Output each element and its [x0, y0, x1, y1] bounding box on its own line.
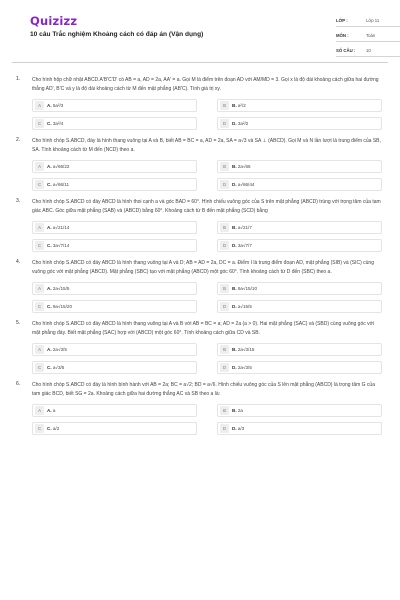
- option-text: [47, 304, 72, 309]
- answer-option-d[interactable]: [217, 300, 382, 313]
- option-text: [232, 408, 243, 413]
- option-text: [47, 347, 67, 352]
- option-value: a√66/11: [52, 182, 70, 187]
- option-label: C.: [47, 243, 52, 248]
- meta-value: 10: [366, 47, 371, 53]
- question-list: [0, 76, 400, 442]
- option-label: B.: [232, 225, 237, 230]
- option-text: [47, 182, 69, 187]
- option-label: D.: [232, 243, 237, 248]
- option-text: [47, 164, 69, 169]
- option-letter-badge: D: [220, 302, 229, 311]
- option-label: A.: [47, 225, 52, 230]
- option-letter-badge: A: [35, 162, 44, 171]
- meta-row-subject: [336, 29, 400, 42]
- question-number: 3.: [16, 198, 21, 204]
- question-text: Cho hình chóp S.ABCD có đáy ABCD là hình thoi cạnh a và góc BAD = 60°. Hình chiếu vuông góc của S trên mặt phẳng (ABCD) trùng với trọng tâm của tam giác ABC. Góc giữa mặt phẳng (SAB) và (ABCD) bằng 60°. Khoảng cách từ B đến mặt phẳng (SCD) bằng: [32, 199, 381, 214]
- option-value: a√21/7: [237, 225, 252, 230]
- option-value: a/2: [52, 426, 60, 431]
- option-letter-badge: B: [220, 406, 229, 415]
- option-value: 2a√15/5: [52, 286, 70, 291]
- meta-row-count: [336, 44, 400, 57]
- option-letter-badge: A: [35, 223, 44, 232]
- quizizz-logo: Quizizz: [30, 14, 78, 28]
- answer-option-a[interactable]: [32, 221, 197, 234]
- option-label: B.: [232, 164, 237, 169]
- worksheet-title: 10 câu Trắc nghiệm Khoảng cách có đáp án (Vận dụng): [30, 31, 204, 38]
- question-number: 4.: [16, 259, 21, 265]
- option-value: 3a²/4: [52, 121, 64, 126]
- option-label: D.: [232, 426, 237, 431]
- option-letter-badge: B: [220, 162, 229, 171]
- option-text: [47, 121, 63, 126]
- option-text: [232, 426, 244, 431]
- question-item: [0, 259, 400, 313]
- question-text: Cho hình chóp S.ABCD, đáy là hình thang vuông tại A và B, biết AB = BC = a, AD = 2a, SA = a√3 và SA ⊥ (ABCD). Gọi M và N lần lượt là trung điểm của SB, SA. Tính khoảng cách từ M đến (NCD) theo a.: [32, 138, 381, 153]
- option-value: 9a√15/20: [52, 304, 73, 309]
- meta-row-class: [336, 14, 400, 27]
- answer-option-a[interactable]: [32, 160, 197, 173]
- option-value: 3a²/2: [237, 121, 249, 126]
- option-letter-badge: D: [220, 424, 229, 433]
- option-label: C.: [47, 304, 52, 309]
- option-text: [232, 365, 252, 370]
- option-value: a√3/5: [52, 365, 65, 370]
- meta-label: MÔN :: [336, 32, 349, 38]
- answer-options: [32, 282, 382, 313]
- option-text: [47, 243, 69, 248]
- option-letter-badge: B: [220, 284, 229, 293]
- option-label: B.: [232, 408, 237, 413]
- answer-option-b[interactable]: [217, 221, 382, 234]
- question-item: [0, 137, 400, 191]
- question-text: Cho hình hộp chữ nhật ABCD.A'B'C'D' có AB = a, AD = 2a, AA' = a. Gọi M là điểm trên đoạn AD với AM/MD = 3. Gọi x là độ dài khoảng cách giữa hai đường thẳng AD', B'C và y là độ dài khoảng cách từ M đến mặt phẳng (AB'C). Tính giá trị xy.: [32, 77, 379, 92]
- answer-options: [32, 343, 382, 374]
- option-label: D.: [232, 182, 237, 187]
- meta-label: LỚP :: [336, 17, 348, 23]
- question-number: 1.: [16, 76, 21, 82]
- option-text: [232, 286, 257, 291]
- answer-option-a[interactable]: [32, 282, 197, 295]
- answer-option-b[interactable]: [217, 343, 382, 356]
- answer-option-d[interactable]: [217, 239, 382, 252]
- option-value: 2a√3/5: [237, 365, 252, 370]
- option-value: a²/2: [237, 103, 246, 108]
- option-letter-badge: B: [220, 223, 229, 232]
- option-text: [47, 365, 64, 370]
- option-text: [47, 286, 69, 291]
- option-letter-badge: A: [35, 284, 44, 293]
- option-value: 3a√7/14: [52, 243, 70, 248]
- answer-option-d[interactable]: [217, 178, 382, 191]
- option-label: A.: [47, 408, 52, 413]
- option-letter-badge: D: [220, 180, 229, 189]
- option-text: [232, 121, 248, 126]
- answer-option-c[interactable]: [32, 117, 197, 130]
- option-text: [232, 182, 254, 187]
- question-item: [0, 381, 400, 435]
- answer-option-c[interactable]: [32, 300, 197, 313]
- option-text: [232, 164, 251, 169]
- option-value: 3a√7/7: [237, 243, 252, 248]
- option-letter-badge: C: [35, 363, 44, 372]
- option-text: [47, 426, 59, 431]
- option-label: B.: [232, 286, 237, 291]
- option-label: C.: [47, 365, 52, 370]
- option-value: 2a√3/15: [237, 347, 255, 352]
- option-label: C.: [47, 121, 52, 126]
- option-label: B.: [232, 347, 237, 352]
- option-label: D.: [232, 121, 237, 126]
- option-label: D.: [232, 304, 237, 309]
- option-letter-badge: D: [220, 241, 229, 250]
- option-label: B.: [232, 103, 237, 108]
- answer-option-b[interactable]: [217, 99, 382, 112]
- option-label: A.: [47, 164, 52, 169]
- option-value: 2a: [237, 408, 243, 413]
- option-value: 9a√15/10: [237, 286, 258, 291]
- option-value: a√15/5: [237, 304, 252, 309]
- meta-value: Lớp 11: [366, 17, 380, 23]
- question-text: Cho hình chóp S.ABCD có đáy ABCD là hình thang vuông tại A và D; AB = AD = 2a, DC = a. Điểm I là trung điểm đoạn AD, mặt phẳng (SIB) và (SIC) cùng vuông góc với mặt phẳng (ABCD). Mặt phẳng (SBC) tạo với mặt phẳng (ABCD) một góc 60°. Tính khoảng cách từ D đến (SBC) theo a.: [32, 260, 374, 275]
- question-number: 2.: [16, 137, 21, 143]
- answer-options: [32, 99, 382, 130]
- option-value: a: [52, 408, 56, 413]
- answer-option-c[interactable]: [32, 422, 197, 435]
- option-letter-badge: B: [220, 101, 229, 110]
- option-value: 2a√3/5: [52, 347, 67, 352]
- answer-option-d[interactable]: [217, 361, 382, 374]
- option-letter-badge: A: [35, 345, 44, 354]
- meta-value: Toán: [366, 32, 376, 38]
- answer-option-a[interactable]: [32, 343, 197, 356]
- meta-label: SỐ CÂU :: [336, 47, 356, 53]
- option-text: [232, 304, 252, 309]
- option-value: a/3: [237, 426, 245, 431]
- answer-options: [32, 160, 382, 191]
- answer-option-b[interactable]: [217, 282, 382, 295]
- option-label: C.: [47, 426, 52, 431]
- answer-option-d[interactable]: [217, 422, 382, 435]
- option-label: A.: [47, 103, 52, 108]
- option-text: [47, 103, 63, 108]
- option-label: D.: [232, 365, 237, 370]
- question-item: [0, 76, 400, 130]
- option-label: A.: [47, 347, 52, 352]
- header: [14, 0, 386, 52]
- answer-option-d[interactable]: [217, 117, 382, 130]
- option-letter-badge: B: [220, 345, 229, 354]
- option-value: 5a²/3: [52, 103, 64, 108]
- option-letter-badge: C: [35, 119, 44, 128]
- option-letter-badge: D: [220, 119, 229, 128]
- option-text: [47, 225, 69, 230]
- option-text: [232, 347, 254, 352]
- question-number: 6.: [16, 381, 21, 387]
- option-letter-badge: C: [35, 302, 44, 311]
- question-number: 5.: [16, 320, 21, 326]
- option-text: [232, 225, 252, 230]
- option-letter-badge: A: [35, 101, 44, 110]
- question-text: Cho hình chóp S.ABCD có đáy ABCD là hình thang vuông tại A và B với AB = BC = a; AD = 2a (a > 0). Hai mặt phẳng (SAC) và (SBD) cùng vuông góc với mặt phẳng đáy. Biết mặt phẳng (SAC) hợp với (ABCD) một góc 60°. Tính khoảng cách giữa CD và SB.: [32, 321, 375, 336]
- option-value: a√66/44: [237, 182, 255, 187]
- option-value: a√21/14: [52, 225, 70, 230]
- option-letter-badge: C: [35, 180, 44, 189]
- answer-option-c[interactable]: [32, 239, 197, 252]
- question-item: [0, 198, 400, 252]
- question-text: Cho hình chóp S.ABCD có đáy là hình bình hành với AB = 2a; BC = a√2; BD = a√6. Hình chiếu vuông góc của S lên mặt phẳng (ABCD) là trọng tâm G của tam giác BCD, biết SG = 2a. Khoảng cách giữa hai đường thẳng AC và SB theo a là:: [32, 382, 375, 397]
- option-text: [232, 103, 246, 108]
- meta-table: [336, 14, 400, 59]
- answer-option-c[interactable]: [32, 178, 197, 191]
- option-letter-badge: C: [35, 424, 44, 433]
- option-letter-badge: D: [220, 363, 229, 372]
- header-divider: [12, 62, 388, 63]
- answer-options: [32, 404, 382, 435]
- answer-options: [32, 221, 382, 252]
- option-value: a√66/22: [52, 164, 70, 169]
- option-letter-badge: C: [35, 241, 44, 250]
- question-item: [0, 320, 400, 374]
- answer-option-a[interactable]: [32, 99, 197, 112]
- answer-option-c[interactable]: [32, 361, 197, 374]
- option-label: A.: [47, 286, 52, 291]
- option-letter-badge: A: [35, 406, 44, 415]
- option-text: [232, 243, 252, 248]
- answer-option-b[interactable]: [217, 404, 382, 417]
- option-label: C.: [47, 182, 52, 187]
- answer-option-a[interactable]: [32, 404, 197, 417]
- option-text: [47, 408, 55, 413]
- option-value: 2a√66: [237, 164, 251, 169]
- answer-option-b[interactable]: [217, 160, 382, 173]
